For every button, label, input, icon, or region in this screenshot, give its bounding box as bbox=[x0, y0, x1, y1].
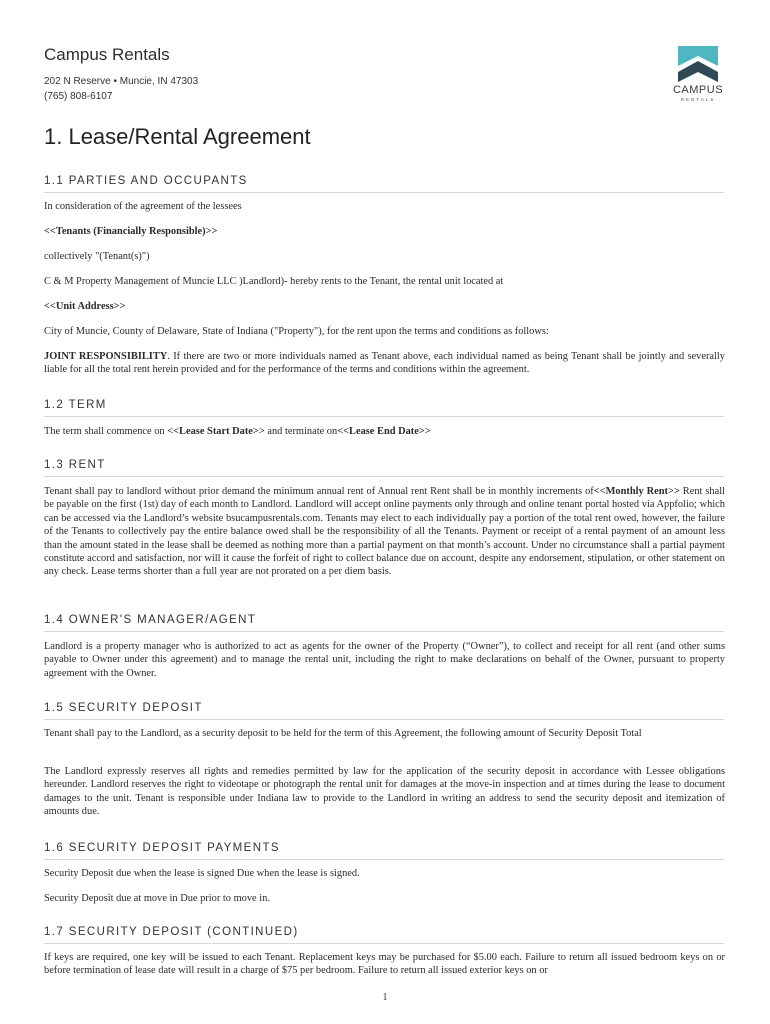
term-text bbox=[44, 425, 725, 438]
term-text-mid: and terminate on bbox=[264, 426, 338, 437]
logo-subtext: RENTALS bbox=[680, 97, 716, 102]
keys-policy: If keys are required, one key will be issued to each Tenant. Replacement keys may be purchased for $5.00 each. Failure to return all issued bedroom keys on or before termination of lease date will result in a charge of $75 per bedroom. Failure to return all issued exterior keys on or bbox=[44, 952, 725, 977]
property-location: City of Muncie, County of Delaware, State of Indiana ("Property"), for the rent upon the terms and conditions as follows: bbox=[44, 326, 549, 337]
page-number: 1 bbox=[382, 992, 388, 1003]
deposit-due-signed: Security Deposit due when the lease is signed Due when the lease is signed. bbox=[44, 868, 360, 879]
house-roof-icon bbox=[678, 46, 718, 84]
section-heading-security-deposit: 1.5 SECURITY DEPOSIT bbox=[44, 702, 724, 720]
security-deposit-rights: The Landlord expressly reserves all rights and remedies permitted by law for the application of the security deposit in accordance with Lessee obligations hereunder. Landlord reserves the right to videotape or photograph the rental unit for damages at the move-in inspection and at times during the lease to document damages to the unit. Tenant is responsible under Indiana law to provide to the Landlord in writing an address to send the security deposit and itemization of amounts due. bbox=[44, 766, 725, 818]
rent-text-start: Tenant shall pay to landlord without prior demand the minimum annual rent of Annual rent Rent shall be in monthly increments of bbox=[44, 486, 594, 497]
document-title: 1. Lease/Rental Agreement bbox=[44, 124, 311, 149]
unit-address-placeholder: <<Unit Address>> bbox=[44, 301, 126, 312]
section-heading-deposit-payments: 1.6 SECURITY DEPOSIT PAYMENTS bbox=[44, 842, 724, 860]
term-text-start: The term shall commence on bbox=[44, 426, 168, 437]
tenants-collective: collectively "(Tenant(s)") bbox=[44, 251, 150, 262]
joint-responsibility bbox=[44, 350, 725, 377]
security-deposit-amount: Tenant shall pay to the Landlord, as a security deposit to be held for the term of this Agreement, the following amount of Security Deposit Total bbox=[44, 728, 642, 739]
section-heading-deposit-continued: 1.7 SECURITY DEPOSIT (CONTINUED) bbox=[44, 926, 724, 944]
lease-end-date-placeholder: <<Lease End Date>> bbox=[337, 426, 431, 437]
company-name: Campus Rentals bbox=[44, 45, 170, 64]
joint-responsibility-text: . If there are two or more individuals named as Tenant above, each individual named as being Tenant shall be jointly and severally liable for all the total rent herein provided and for the performance of the terms and conditions within the agreement. bbox=[44, 351, 725, 376]
tenants-placeholder: <<Tenants (Financially Responsible)>> bbox=[44, 226, 218, 237]
campus-rentals-logo bbox=[668, 44, 728, 106]
parties-intro: In consideration of the agreement of the lessees bbox=[44, 201, 242, 212]
section-heading-term: 1.2 TERM bbox=[44, 399, 724, 417]
rent-text bbox=[44, 485, 725, 579]
section-heading-owners-manager: 1.4 OWNER'S MANAGER/AGENT bbox=[44, 614, 724, 632]
joint-responsibility-label: JOINT RESPONSIBILITY bbox=[44, 351, 168, 362]
section-heading-parties: 1.1 PARTIES AND OCCUPANTS bbox=[44, 175, 724, 193]
monthly-rent-placeholder: <<Monthly Rent>> bbox=[593, 486, 680, 497]
lease-start-date-placeholder: <<Lease Start Date>> bbox=[167, 426, 265, 437]
section-heading-rent: 1.3 RENT bbox=[44, 459, 724, 477]
deposit-due-move-in: Security Deposit due at move in Due prior to move in. bbox=[44, 893, 270, 904]
rent-text-rest: Rent shall be payable on the first (1st) day of each month to Landlord. Landlord will accept online payments only through and online tenant portal hosted via Appfolio; which can be accessed via the Landlord’s website bsucampusrentals.com. Tenants may elect to each individually pay a portion of the total rent owed, however, the failure of the Tenants to collectively pay the entire balance owed shall be the responsibility of all the Tenants. Payment or receipt of a rental payment of an amount less than the amount stated in the lease shall be deemed as nothing more than a partial payment on that month’s account. Under no circumstance shall a partial payment constitute accord and satisfaction, nor will it cause the forfeit of right to collect balance due on account, despite any endorsement, stipulation, or other statement on any check. Lease terms shorter than a full year are not prorated on a per diem basis. bbox=[44, 486, 725, 578]
landlord-statement: C & M Property Management of Muncie LLC )Landlord)- hereby rents to the Tenant, the rental unit located at bbox=[44, 276, 504, 287]
logo-wordmark: CAMPUS bbox=[672, 84, 724, 96]
company-address: 202 N Reserve • Muncie, IN 47303 bbox=[44, 76, 199, 87]
owners-manager-text: Landlord is a property manager who is authorized to act as agents for the owner of the Property (“Owner”), to collect and receipt for all rent (and other sums payable to Owner under this agreement) and to manage the rental unit, including the right to make declarations on behalf of the Owner, pursuant to property agreement with the Owner. bbox=[44, 641, 725, 679]
company-phone: (765) 808-6107 bbox=[44, 91, 113, 102]
